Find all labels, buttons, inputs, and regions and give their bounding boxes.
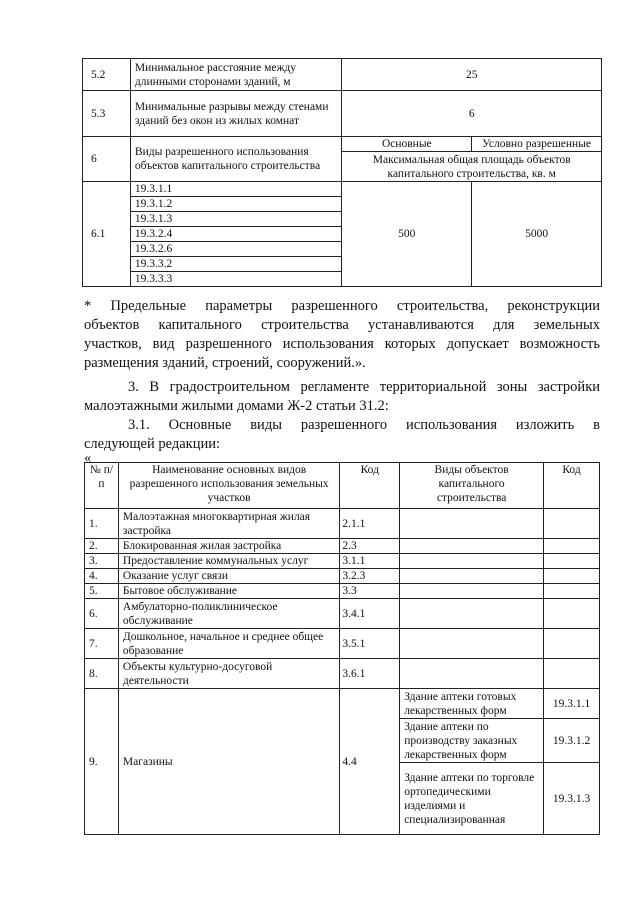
empty-cell (400, 554, 544, 569)
parameter-name: Минимальные разрывы между стенами зданий без окон из жилых комнат (130, 91, 342, 137)
row-number: 6. (85, 599, 119, 629)
row-number: 1. (85, 509, 119, 539)
row-number: 5. (85, 584, 119, 599)
object-code: 19.3.1.2 (544, 719, 600, 763)
table-row (85, 569, 600, 584)
paragraph-line: малоэтажными жилыми домами Ж-2 статьи 31.2: (84, 398, 389, 414)
table-row (85, 584, 600, 599)
row-number: 6.1 (83, 182, 131, 287)
paragraph-3-1 (84, 416, 600, 454)
empty-cell (544, 509, 600, 539)
use-code: 3.4.1 (340, 599, 400, 629)
footnote-line: * Предельные параметры разрешенного строительства, реконструкции (84, 298, 600, 314)
paragraph-3 (84, 378, 600, 416)
row-number: 9. (85, 689, 119, 835)
use-code: 3.6.1 (340, 659, 400, 689)
table-row (83, 137, 602, 152)
column-conditional: Условно разрешенные (472, 137, 602, 152)
empty-cell (544, 659, 600, 689)
footnote-line: объектов капитального строительства устанавливаются для земельных (84, 317, 600, 333)
use-name: Блокированная жилая застройка (118, 539, 339, 554)
use-name: Объекты культурно-досуговой деятельности (118, 659, 339, 689)
row-number: 6 (83, 137, 131, 182)
row-number: 5.2 (83, 59, 131, 91)
column-main: Основные (342, 137, 472, 152)
use-name: Малоэтажная многоквартирная жилая застройка (118, 509, 339, 539)
row-number: 7. (85, 629, 119, 659)
table-row (83, 59, 602, 91)
code-cell: 19.3.1.1 (130, 182, 342, 197)
footnote-line: участков, вид разрешенного использования которых допускает возможность (84, 336, 600, 352)
footnote (84, 297, 600, 373)
table-row (83, 91, 602, 137)
header-code-2: Код (544, 463, 600, 509)
object-name: Здание аптеки по торговле ортопедическими изделиями и специализированная (400, 763, 544, 835)
paragraph-line: следующей редакции: (84, 436, 221, 452)
use-name: Дошкольное, начальное и среднее общее образование (118, 629, 339, 659)
object-name: Здание аптеки готовых лекарственных форм (400, 689, 544, 719)
empty-cell (400, 584, 544, 599)
use-name: Предоставление коммунальных услуг (118, 554, 339, 569)
empty-cell (400, 659, 544, 689)
use-code: 3.5.1 (340, 629, 400, 659)
table-header-row (85, 463, 600, 509)
header-name: Наименование основных видов разрешенного использования земельных участков (118, 463, 339, 509)
paragraph-line: 3. В градостроительном регламенте территориальной зоны застройки (128, 379, 600, 395)
row-number: 8. (85, 659, 119, 689)
use-code: 3.3 (340, 584, 400, 599)
empty-cell (544, 599, 600, 629)
land-use-table (84, 462, 600, 835)
parameters-table (82, 58, 602, 287)
table-row (85, 554, 600, 569)
use-code: 3.2.3 (340, 569, 400, 584)
table-row (83, 182, 602, 197)
code-cell: 19.3.2.4 (130, 227, 342, 242)
header-number: № п/п (85, 463, 119, 509)
code-cell: 19.3.1.3 (130, 212, 342, 227)
table-row (85, 689, 600, 719)
empty-cell (400, 509, 544, 539)
empty-cell (400, 629, 544, 659)
object-name: Здание аптеки по производству заказных лекарственных форм (400, 719, 544, 763)
use-code: 2.3 (340, 539, 400, 554)
paragraph-line: 3.1. Основные виды разрешенного использования изложить в (128, 417, 600, 433)
header-objects: Виды объектов капитального строительства (400, 463, 544, 509)
code-cell: 19.3.3.2 (130, 257, 342, 272)
code-cell: 19.3.1.2 (130, 197, 342, 212)
opening-quote: « (84, 450, 92, 466)
row-number: 2. (85, 539, 119, 554)
area-header: Максимальная общая площадь объектов капитального строительства, кв. м (342, 152, 602, 182)
empty-cell (544, 584, 600, 599)
row-number: 5.3 (83, 91, 131, 137)
table-row (85, 509, 600, 539)
object-code: 19.3.1.3 (544, 763, 600, 835)
use-code: 2.1.1 (340, 509, 400, 539)
use-code: 3.1.1 (340, 554, 400, 569)
use-code: 4.4 (340, 689, 400, 835)
use-name: Магазины (118, 689, 339, 835)
parameter-name: Виды разрешенного использования объектов капитального строительства (130, 137, 342, 182)
parameter-name: Минимальное расстояние между длинными сторонами зданий, м (130, 59, 342, 91)
empty-cell (544, 539, 600, 554)
empty-cell (400, 599, 544, 629)
table-row (85, 539, 600, 554)
empty-cell (400, 539, 544, 554)
header-code: Код (340, 463, 400, 509)
code-cell: 19.3.3.3 (130, 272, 342, 287)
row-number: 4. (85, 569, 119, 584)
object-code: 19.3.1.1 (544, 689, 600, 719)
use-name: Амбулаторно-поликлиническое обслуживание (118, 599, 339, 629)
table-row (85, 599, 600, 629)
code-cell: 19.3.2.6 (130, 242, 342, 257)
use-name: Оказание услуг связи (118, 569, 339, 584)
main-area-value: 500 (342, 182, 472, 287)
footnote-line: размещения зданий, строений, сооружений.». (84, 355, 366, 371)
empty-cell (544, 629, 600, 659)
row-number: 3. (85, 554, 119, 569)
parameter-value: 25 (342, 59, 602, 91)
empty-cell (400, 569, 544, 584)
use-name: Бытовое обслуживание (118, 584, 339, 599)
parameter-value: 6 (342, 91, 602, 137)
empty-cell (544, 569, 600, 584)
conditional-area-value: 5000 (472, 182, 602, 287)
table-row (85, 659, 600, 689)
table-row (85, 629, 600, 659)
empty-cell (544, 554, 600, 569)
